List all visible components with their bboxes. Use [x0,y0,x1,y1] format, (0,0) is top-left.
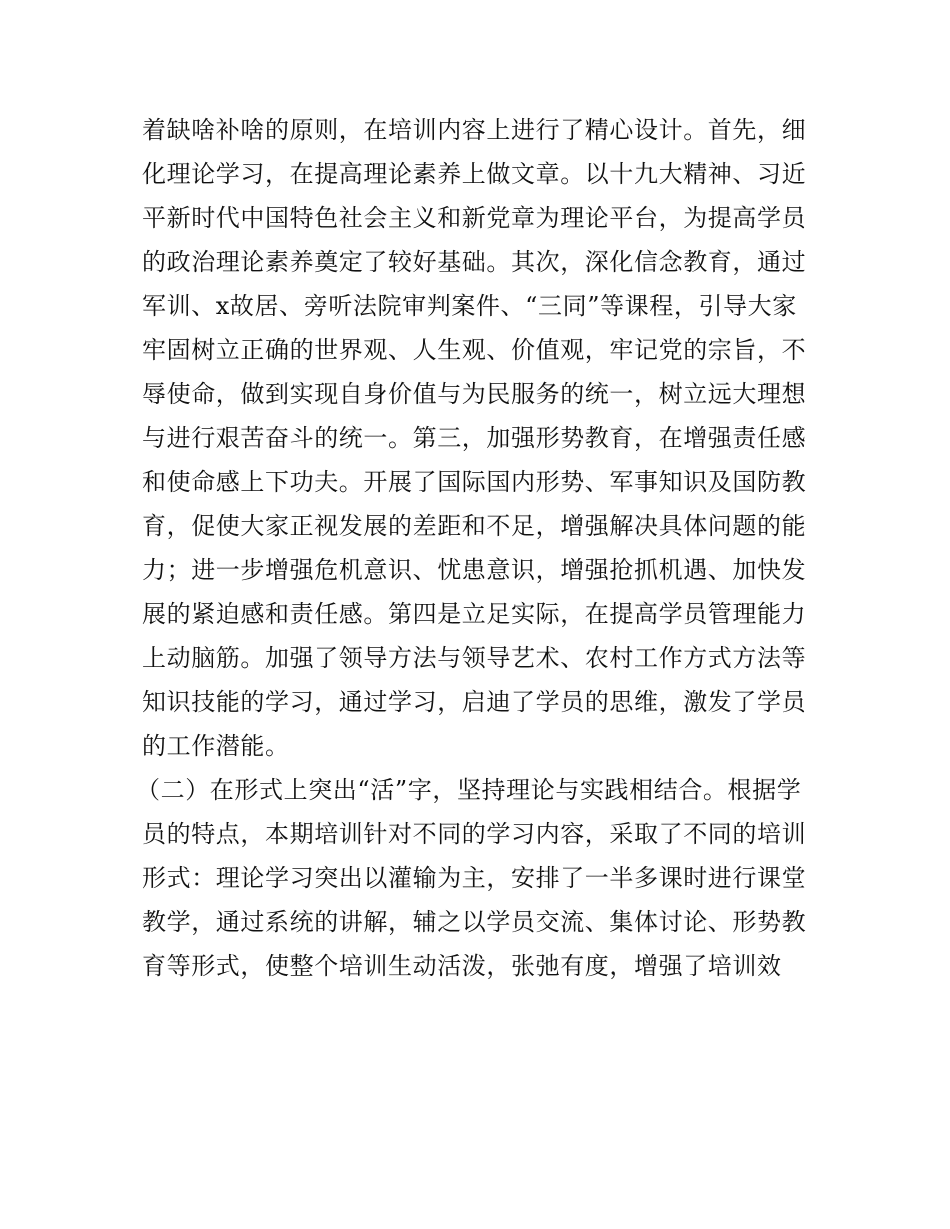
text-line: 军训、x故居、旁听法院审判案件、“三同”等课程，引导大家 [142,292,797,320]
text-line: 知识技能的学习，通过学习，启迪了学员的思维，激发了学员 [142,688,807,716]
text-line: 展的紧迫感和责任感。第四是立足实际，在提高学员管理能力 [142,600,807,628]
text-line: 力；进一步增强危机意识、忧患意识，增强抢抓机遇、加快发 [142,556,807,584]
text-line: 育，促使大家正视发展的差距和不足，增强解决具体问题的能 [142,512,807,540]
text-line: 辱使命，做到实现自身价值与为民服务的统一，树立远大理想 [142,380,807,408]
text-line: 上动脑筋。加强了领导方法与领导艺术、农村工作方式方法等 [142,644,807,672]
text-line: 的工作潜能。 [142,732,290,760]
text-line: 形式：理论学习突出以灌输为主，安排了一半多课时进行课堂 [142,864,807,892]
text-line: 牢固树立正确的世界观、人生观、价值观，牢记党的宗旨，不 [142,336,807,364]
section-heading-line: （二）在形式上突出“活”字，坚持理论与实践相结合。根据学 [136,776,802,804]
text-line: 与进行艰苦奋斗的统一。第三，加强形势教育，在增强责任感 [142,424,807,452]
text-line: 育等形式，使整个培训生动活泼，张弛有度，增强了培训效 [142,952,782,980]
text-line: 着缺啥补啥的原则，在培训内容上进行了精心设计。首先，细 [142,116,807,144]
text-line: 员的特点，本期培训针对不同的学习内容，采取了不同的培训 [142,820,807,848]
text-line: 平新时代中国特色社会主义和新党章为理论平台，为提高学员 [142,204,807,232]
text-line: 化理论学习，在提高理论素养上做文章。以十九大精神、习近 [142,160,807,188]
text-line: 教学，通过系统的讲解，辅之以学员交流、集体讨论、形势教 [142,908,807,936]
text-line: 和使命感上下功夫。开展了国际国内形势、军事知识及国防教 [142,468,807,496]
body-text [136,108,822,988]
text-line: 的政治理论素养奠定了较好基础。其次，深化信念教育，通过 [142,248,807,276]
